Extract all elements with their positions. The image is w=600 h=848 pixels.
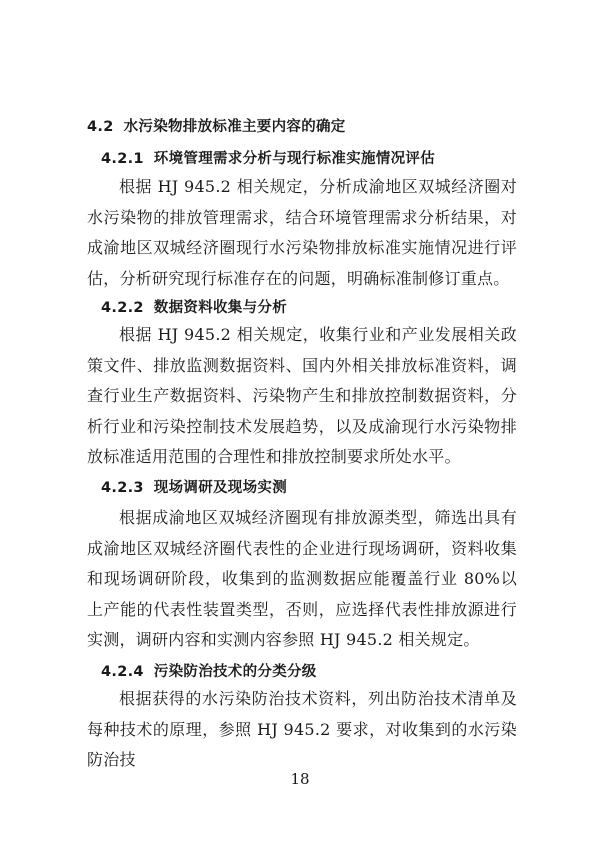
- heading-4-2-3: 4.2.3 现场调研及现场实测: [101, 480, 287, 496]
- paragraph-4-2-4: 根据获得的水污染防治技术资料，列出防治技术清单及每种技术的原理，参照 HJ 945.2 要求，对收集到的水污染防治技: [87, 689, 517, 769]
- paragraph-4-2-3: 根据成渝地区双城经济圈现有排放源类型，筛选出具有成渝地区双城经济圈代表性的企业进行现场调研，资料收集和现场调研阶段，收集到的监测数据应能覆盖行业 80%以上产能的代表性装置类型，否则，应选择代表性排放源进行实测，调研内容和实测内容参照 HJ 945.2 相关规定。: [87, 508, 517, 649]
- heading-4-2-2: 4.2.2 数据资料收集与分析: [101, 300, 287, 316]
- heading-4-2-1: 4.2.1 环境管理需求分析与现行标准实施情况评估: [101, 151, 435, 167]
- paragraph-4-2-1: 根据 HJ 945.2 相关规定，分析成渝地区双城经济圈对水污染物的排放管理需求，结合环境管理需求分析结果，对成渝地区双城经济圈现行水污染物排放标准实施情况进行评估，分析研究现行标准存在的问题，明确标准制修订重点。: [87, 177, 517, 288]
- heading-4-2-4: 4.2.4 污染防治技术的分类分级: [101, 664, 317, 680]
- paragraph-4-2-2: 根据 HJ 945.2 相关规定，收集行业和产业发展相关政策文件、排放监测数据资料、国内外相关排放标准资料，调查行业生产数据资料、污染物产生和排放控制数据资料，分析行业和污染控制技术发展趋势，以及成渝现行水污染物排放标准适用范围的合理性和排放控制要求所处水平。: [87, 325, 517, 466]
- heading-4-2: 4.2 水污染物排放标准主要内容的确定: [87, 119, 346, 135]
- page-number: 18: [290, 770, 310, 788]
